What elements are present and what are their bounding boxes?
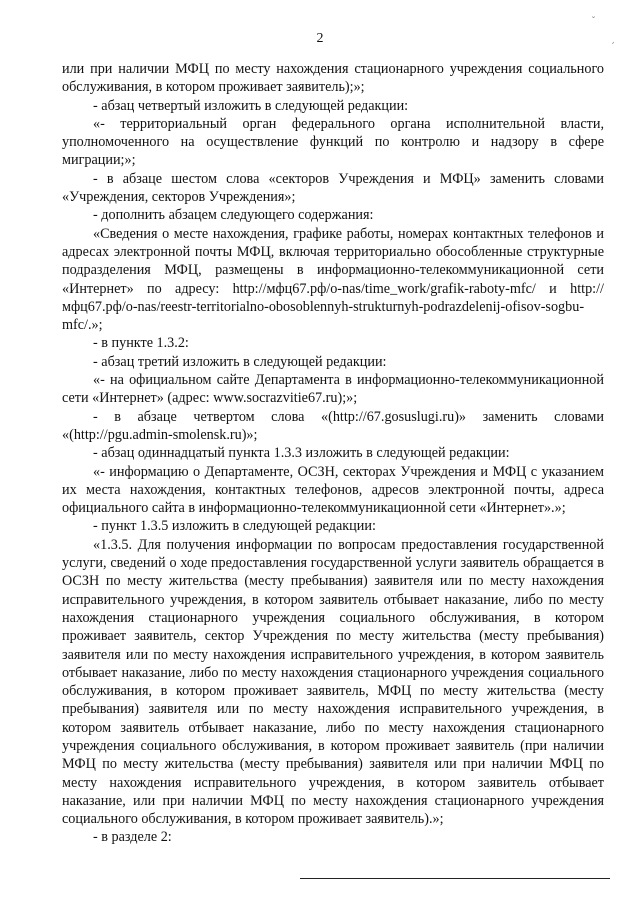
- paragraph: - пункт 1.3.5 изложить в следующей редакции:: [93, 518, 376, 535]
- paragraph: или при наличии МФЦ по месту нахождения стационарного учреждения социального обслуживания, в котором проживает заявитель);»;: [62, 61, 604, 96]
- paragraph: «Сведения о месте нахождения, графике работы, номерах контактных телефонов и адресах электронной почты МФЦ, включая территориально обособленные структурные подразделения МФЦ, размещены в информационно-телекоммуникационной сети «Интернет» по адресу: http://мфц67.рф/о-nas/time_work/grafik-raboty-mfc/ и http://мфц67.рф/о-nas/reestr-territorialno-obosoblennyh-strukturnyh-podrazdelenij-ofisov-sogbu-mfc/.»;: [62, 225, 604, 334]
- paragraph: - дополнить абзацем следующего содержания:: [93, 207, 374, 224]
- document-body: [62, 60, 604, 847]
- paragraph: «- территориальный орган федерального органа исполнительной власти, уполномоченного на осуществление функций по контролю и надзору в сфере миграции;»;: [62, 115, 604, 169]
- scan-speck: ׳: [612, 39, 615, 49]
- paragraph: - в абзаце четвертом слова «(http://67.gosuslugi.ru)» заменить словами «(http://pgu.admin-smolensk.ru)»;: [62, 408, 604, 443]
- page-number: 2: [316, 31, 324, 46]
- paragraph: «- информацию о Департаменте, ОСЗН, секторах Учреждения и МФЦ с указанием их места нахождения, контактных телефонов, адресов электронной почты, адреса официального сайта в информационно-телекоммуникационной сети «Интернет».»;: [62, 463, 604, 517]
- paragraph: - абзац одиннадцатый пункта 1.3.3 изложить в следующей редакции:: [93, 445, 510, 462]
- paragraph: «1.3.5. Для получения информации по вопросам предоставления государственной услуги, сведений о ходе предоставления государственной услуги заявитель обращается в ОСЗН по месту жительства (месту пребывания) заявителя или по месту нахождения исправительного учреждения, в котором заявитель отбывает наказание, либо по месту нахождения стационарного учреждения социального обслуживания, в котором проживает заявитель, сектор Учреждения по месту жительства (месту пребывания) заявителя или по месту нахождения исправительного учреждения, в котором заявитель отбывает наказание, либо по месту нахождения стационарного учреждения социального обслуживания, в котором проживает заявитель, МФЦ по месту жительства (месту пребывания) заявителя или по месту нахождения исправительного учреждения, в котором заявитель отбывает наказание, либо по месту нахождения стационарного учреждения социального обслуживания, в котором проживает заявитель (при наличии МФЦ по месту жительства (месту пребывания) заявителя или при наличии МФЦ по месту нахождения исправительного учреждения, в котором заявитель отбывает наказание, или при наличии МФЦ по месту нахождения стационарного учреждения социального обслуживания, в котором проживает заявитель).»;: [62, 536, 604, 828]
- paragraph: - в абзаце шестом слова «секторов Учреждения и МФЦ» заменить словами «Учреждения, секторов Учреждения»;: [62, 170, 604, 206]
- footer-rule: [300, 878, 610, 879]
- scan-speck: ˘: [592, 15, 595, 25]
- paragraph: - в разделе 2:: [93, 829, 172, 846]
- paragraph: - в пункте 1.3.2:: [93, 335, 189, 352]
- paragraph: - абзац третий изложить в следующей редакции:: [93, 353, 387, 370]
- paragraph: «- на официальном сайте Департамента в информационно-телекоммуникационной сети «Интернет» (адрес: www.socrazvitie67.ru);»;: [62, 372, 604, 407]
- paragraph: - абзац четвертый изложить в следующей редакции:: [93, 97, 409, 114]
